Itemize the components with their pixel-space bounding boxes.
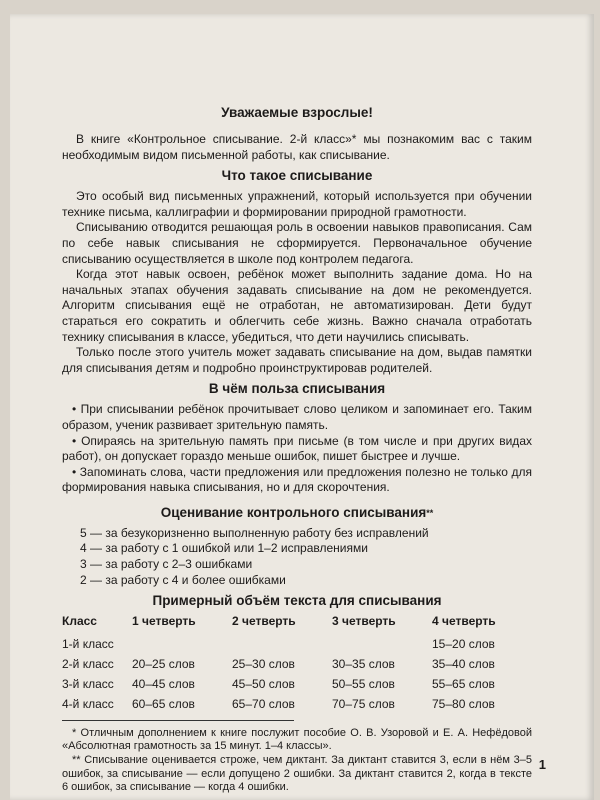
footnote-2: ** Списывание оценивается строже, чем диктант. За диктант ставится 3, если в нём 3–5 ошибок, за списывание — если допущено 2 ошибки. За диктант ставится 2, когда в тексте 6 ошибок, за списывание — когда 4 ошибки. bbox=[62, 754, 532, 794]
cell: 75–80 слов bbox=[432, 696, 495, 711]
heading-benefit: В чём польза списывания bbox=[208, 381, 386, 397]
benefit-bullet-1: • При списывании ребёнок прочитывает слово целиком и запоминает его. Таким образом, ученик развивает зрительную память. bbox=[62, 402, 532, 432]
cell bbox=[332, 634, 432, 654]
cell: 60–65 слов bbox=[132, 696, 195, 711]
table-row bbox=[62, 694, 532, 714]
grading-list bbox=[80, 526, 532, 588]
benefit-bullet-3: • Запоминать слова, части предложения или предложения полезно не только для формирования навыка списывания, но и для скорочтения. bbox=[62, 464, 532, 495]
cell: 30–35 слов bbox=[332, 656, 395, 671]
heading-what-is-copying: Что такое списывание bbox=[221, 168, 373, 184]
what-is-p3: Когда этот навык освоен, ребёнок может выполнить задание дома. Но на начальных этапах обучения задавать списывание на дом не рекомендуется. Алгоритм списывания ещё не отработан, не автоматизирован. Дети будут стараться его сократить и облегчить себе жизнь. Важно сначала отработать технику списывания в классе, убедиться, что дети научились списывать. bbox=[62, 267, 532, 344]
benefit-bullet-2: • Опираясь на зрительную память при письме (в том числе и при других видах работ), он допускает гораздо меньше ошибок, пишет быстрее и лучше. bbox=[62, 433, 532, 464]
row-class: 1-й класс bbox=[62, 636, 114, 651]
heading-volume: Примерный объём текста для списывания bbox=[152, 593, 442, 609]
cell: 55–65 слов bbox=[432, 676, 495, 691]
footnote-1: * Отличным дополнением к книге послужит пособие О. В. Узоровой и Е. А. Нефёдовой «Абсолютная грамотность за 15 минут. 1–4 классы». bbox=[62, 726, 532, 753]
heading-dear-adults: Уважаемые взрослые! bbox=[221, 105, 373, 120]
cell: 50–55 слов bbox=[332, 676, 395, 691]
grade-item-5: 5 — за безукоризненно выполненную работу без исправлений bbox=[80, 525, 429, 540]
cell: 45–50 слов bbox=[232, 676, 295, 691]
cell bbox=[232, 634, 332, 654]
col-q4: 4 четверть bbox=[432, 614, 496, 629]
col-q3: 3 четверть bbox=[332, 614, 396, 629]
what-is-p1: Это особый вид письменных упражнений, который используется при обучении технике письма, каллиграфии и формировании природной грамотности. bbox=[62, 189, 532, 219]
row-class: 2-й класс bbox=[62, 656, 114, 671]
col-class: Класс bbox=[62, 614, 97, 629]
heading-grading bbox=[62, 504, 532, 522]
book-page bbox=[10, 14, 594, 800]
table-row bbox=[62, 654, 532, 674]
col-q1: 1 четверть bbox=[132, 614, 196, 629]
grade-item-2: 2 — за работу с 4 и более ошибками bbox=[80, 572, 286, 587]
cell: 35–40 слов bbox=[432, 656, 495, 671]
what-is-p4: Только после этого учитель может задавать списывание на дом, выдав памятки для списывания детям и подробно проинструктировав родителей. bbox=[62, 345, 532, 375]
page-number: 1 bbox=[538, 757, 546, 772]
heading-grading-mark: ** bbox=[426, 507, 434, 518]
cell: 70–75 слов bbox=[332, 696, 395, 711]
row-class: 4-й класс bbox=[62, 696, 114, 711]
row-class: 3-й класс bbox=[62, 676, 114, 691]
col-q2: 2 четверть bbox=[232, 614, 296, 629]
cell: 20–25 слов bbox=[132, 656, 195, 671]
table-row bbox=[62, 674, 532, 694]
cell: 65–70 слов bbox=[232, 696, 295, 711]
volume-table bbox=[62, 614, 532, 714]
page-content bbox=[62, 86, 532, 795]
footnote-divider bbox=[62, 720, 294, 721]
cell: 40–45 слов bbox=[132, 676, 195, 691]
what-is-p2: Списыванию отводится решающая роль в освоении навыков правописания. Сам по себе навык списывания не сформируется. Первоначальное обучение списыванию осуществляется в школе под контролем педагога. bbox=[62, 220, 532, 266]
heading-grading-text: Оценивание контрольного списывания bbox=[160, 504, 427, 520]
grade-item-4: 4 — за работу с 1 ошибкой или 1–2 исправлениями bbox=[80, 541, 368, 556]
intro-paragraph: В книге «Контрольное списывание. 2-й класс»* мы познакомим вас с таким необходимым видом письменной работы, как списывание. bbox=[62, 132, 532, 162]
cell: 15–20 слов bbox=[432, 636, 495, 651]
grade-item-3: 3 — за работу с 2–3 ошибками bbox=[80, 557, 253, 572]
table-row bbox=[62, 634, 532, 654]
cell bbox=[132, 634, 232, 654]
cell: 25–30 слов bbox=[232, 656, 295, 671]
